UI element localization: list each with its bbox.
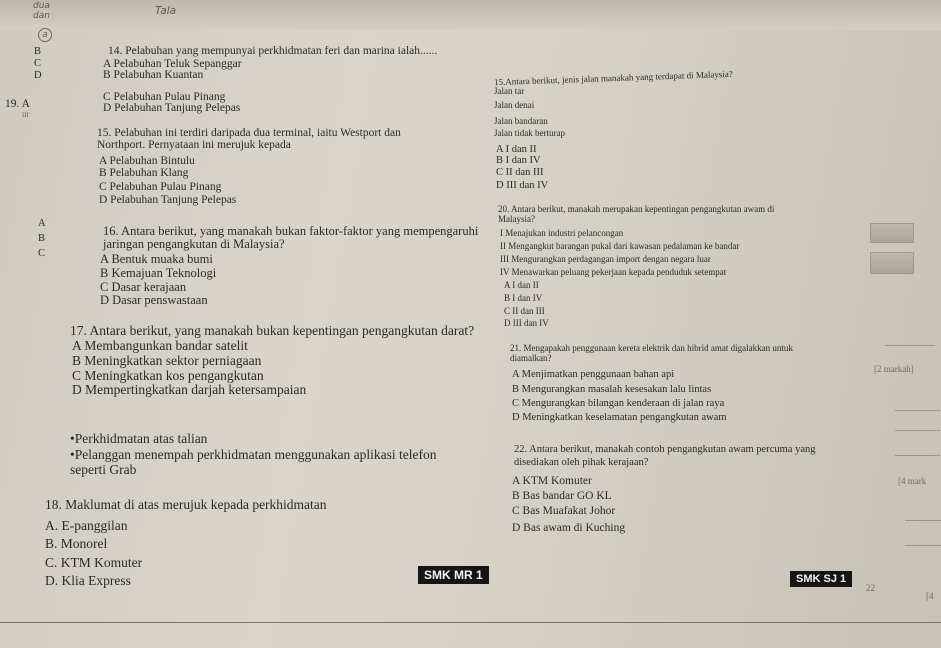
q14-option-b: B Pelabuhan Kuantan: [103, 69, 204, 81]
q21-option-a: A Menjimatkan penggunaan bahan api: [512, 369, 675, 380]
q16-question-line-2: jaringan pengangkutan di Malaysia?: [103, 237, 285, 251]
left-marker-b: B: [34, 46, 42, 57]
q21-question-line-1: 21. Mengapakah penggunaan kereta elektrik dan hibrid amat digalakkan untuk: [510, 343, 793, 353]
q22-question-line-1: 22. Antara berikut, manakah contoh pengangkutan awam percuma yang: [514, 444, 816, 455]
answer-line-6: [905, 545, 941, 546]
q20-option-c: C II dan III: [504, 306, 545, 316]
q20-option-b: B I dan IV: [504, 293, 543, 303]
q15r-option-b: B I dan IV: [496, 155, 541, 166]
page-number: 22: [866, 583, 875, 593]
margin-note-3: [4: [926, 591, 934, 601]
q22-option-b: B Bas bandar GO KL: [512, 490, 612, 502]
q20-question-line-2: Malaysia?: [498, 214, 535, 224]
margin-note-2: [4 mark: [898, 476, 927, 486]
q20-option-a: A I dan II: [504, 280, 539, 290]
q15r-option-a: A I dan II: [496, 144, 537, 155]
q17-option-b: B Meningkatkan sektor perniagaan: [72, 353, 262, 368]
q15l-option-a: A Pelabuhan Bintulu: [99, 155, 195, 167]
left-marker-b2: B: [38, 233, 46, 244]
page-bottom-edge: [0, 622, 941, 623]
q14-option-a: A Pelabuhan Teluk Sepanggar: [103, 58, 242, 70]
q15r-item-1: Jalan tar: [494, 86, 525, 96]
q15r-question: 15.Antara berikut, jenis jalan manakah yang terdapat di Malaysia?: [493, 68, 733, 88]
top-center-note: Tala: [155, 5, 177, 17]
q22-question-line-2: disediakan oleh pihak kerajaan?: [514, 457, 649, 468]
answer-line-4: [895, 455, 940, 456]
q17-option-d: D Mempertingkatkan darjah ketersampaian: [72, 382, 307, 397]
thumbnail-1: [870, 223, 914, 243]
q20-item-2: II Mengangkut barangan pukal dari kawasan pedalaman ke bandar: [500, 241, 740, 251]
left-marker-a2: A: [38, 218, 46, 229]
q15l-option-d: D Pelabuhan Tanjung Pelepas: [99, 194, 237, 206]
q17-option-c: C Meningkatkan kos pengangkutan: [72, 368, 264, 383]
q15r-option-c: C II dan III: [496, 167, 544, 178]
q22-option-a: A KTM Komuter: [512, 475, 592, 487]
answer-line-5: [905, 520, 941, 521]
q22-option-d: D Bas awam di Kuching: [512, 522, 626, 534]
q15r-item-2: Jalan denai: [494, 100, 535, 110]
q20-option-d: D III dan IV: [504, 318, 549, 328]
q20-item-3: III Mengurangkan perdagangan import dengan negara luar: [500, 254, 711, 264]
q18-option-d: D. Klia Express: [45, 573, 131, 588]
q14-option-c: C Pelabuhan Pulau Pinang: [103, 91, 226, 103]
info-line-1: •Perkhidmatan atas talian: [70, 431, 208, 446]
left-marker-ur: ur: [22, 109, 30, 119]
left-marker-19: 19. A: [5, 98, 30, 110]
school-label-right: SMK SJ 1: [790, 571, 852, 587]
circled-letter: a: [38, 28, 52, 42]
q20-item-4: IV Menawarkan peluang pekerjaan kepada penduduk setempat: [500, 267, 727, 277]
q22-option-c: C Bas Muafakat Johor: [512, 505, 616, 517]
top-note-2: dan: [33, 11, 50, 21]
q14-option-d: D Pelabuhan Tanjung Pelepas: [103, 102, 241, 114]
q18-option-c: C. KTM Komuter: [45, 555, 143, 570]
q15l-question-line-2: Northport. Pernyataan ini merujuk kepada: [97, 139, 291, 151]
q15l-option-c: C Pelabuhan Pulau Pinang: [99, 181, 222, 193]
q20-item-1: I Menajukan industri pelancongan: [500, 228, 624, 238]
top-note-1: dua: [33, 1, 50, 11]
school-label-left: SMK MR 1: [418, 566, 489, 584]
q15r-item-4: Jalan tidak berturap: [494, 128, 565, 138]
top-shadow: [0, 0, 941, 30]
thumbnail-2: [870, 252, 914, 274]
q18-question: 18. Maklumat di atas merujuk kepada perkhidmatan: [45, 497, 327, 512]
info-line-2: •Pelanggan menempah perkhidmatan menggunakan aplikasi telefon: [70, 447, 437, 462]
q15l-question-line-1: 15. Pelabuhan ini terdiri daripada dua terminal, iaitu Westport dan: [97, 127, 401, 139]
answer-line-1: [885, 345, 935, 346]
q18-option-a: A. E-panggilan: [45, 518, 128, 533]
left-marker-c2: C: [38, 248, 46, 259]
q18-option-b: B. Monorel: [45, 536, 108, 551]
q17-question: 17. Antara berikut, yang manakah bukan kepentingan pengangkutan darat?: [70, 323, 475, 338]
q16-option-b: B Kemajuan Teknologi: [100, 266, 217, 280]
left-marker-d: D: [34, 70, 42, 81]
q21-option-b: B Mengurangkan masalah kesesakan lalu lintas: [512, 384, 712, 395]
q15l-option-b: B Pelabuhan Klang: [99, 167, 189, 179]
q21-option-d: D Meningkatkan keselamatan pengangkutan awam: [512, 412, 727, 423]
info-line-3: seperti Grab: [70, 462, 137, 477]
left-marker-c: C: [34, 58, 42, 69]
q16-option-c: C Dasar kerajaan: [100, 280, 187, 294]
answer-line-3: [895, 430, 940, 431]
q15r-option-d: D III dan IV: [496, 180, 549, 191]
margin-note-1: [2 markah]: [874, 364, 914, 374]
q20-question-line-1: 20. Antara berikut, manakah merupakan kepentingan pengangkutan awam di: [498, 204, 775, 214]
q16-question-line-1: 16. Antara berikut, yang manakah bukan faktor-faktor yang mempengaruhi: [103, 224, 479, 238]
q21-option-c: C Mengurangkan bilangan kenderaan di jalan raya: [512, 398, 725, 409]
q16-option-a: A Bentuk muaka bumi: [100, 252, 213, 266]
q17-option-a: A Membangunkan bandar satelit: [72, 338, 248, 353]
q14-question: 14. Pelabuhan yang mempunyai perkhidmatan feri dan marina ialah......: [108, 45, 438, 57]
q16-option-d: D Dasar penswastaan: [100, 293, 208, 307]
answer-line-2: [895, 410, 940, 411]
q15r-item-3: Jalan bandaran: [494, 116, 548, 126]
q21-question-line-2: diamalkan?: [510, 353, 552, 363]
